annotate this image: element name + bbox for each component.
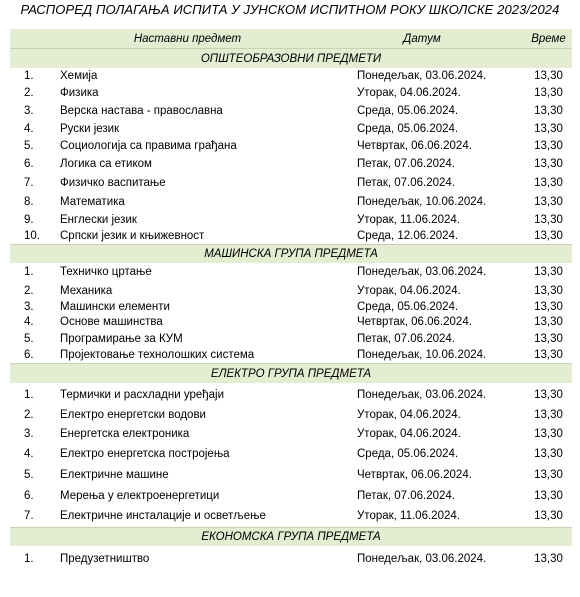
header-date: Датум bbox=[355, 29, 515, 49]
row-number: 1. bbox=[24, 70, 34, 82]
subject-name: Електричне инсталације и осветљење bbox=[60, 510, 266, 523]
exam-time: 13,30 bbox=[534, 87, 563, 99]
exam-date: Уторак, 11.06.2024. bbox=[357, 213, 460, 226]
row-number: 3. bbox=[24, 300, 34, 313]
row-number: 2. bbox=[24, 409, 34, 421]
exam-time: 13,30 bbox=[534, 348, 563, 361]
table-row bbox=[10, 331, 572, 347]
exam-time: 13,30 bbox=[534, 196, 563, 208]
exam-date: Понедељак, 03.06.2024. bbox=[357, 70, 487, 82]
table-row bbox=[10, 443, 572, 465]
exam-time: 13,30 bbox=[534, 332, 563, 345]
table-row bbox=[10, 137, 572, 154]
table-row bbox=[10, 263, 572, 282]
exam-time: 13,30 bbox=[534, 316, 563, 328]
section-title: ОПШТЕОБРАЗОВНИ ПРЕДМЕТИ bbox=[10, 49, 572, 69]
section-header-row bbox=[10, 364, 572, 384]
exam-date: Уторак, 04.06.2024. bbox=[357, 284, 461, 297]
exam-date: Петак, 07.06.2024. bbox=[357, 157, 455, 170]
row-number: 1. bbox=[24, 388, 34, 401]
subject-name: Руски језик bbox=[60, 122, 120, 135]
exam-schedule-table bbox=[10, 29, 572, 572]
row-number: 1. bbox=[24, 552, 34, 565]
table-row bbox=[10, 173, 572, 193]
table-row bbox=[10, 228, 572, 244]
row-number: 4. bbox=[24, 448, 34, 460]
section-title: МАШИНСКА ГРУПА ПРЕДМЕТА bbox=[10, 244, 572, 263]
exam-time: 13,30 bbox=[534, 427, 563, 440]
exam-time: 13,30 bbox=[534, 122, 563, 135]
table-row bbox=[10, 154, 572, 173]
header-time: Време bbox=[515, 29, 572, 49]
subject-name: Мерења у електроенергетици bbox=[60, 489, 220, 502]
subject-name: Програмирање за КУМ bbox=[60, 332, 183, 345]
table-row bbox=[10, 485, 572, 506]
subject-name: Енглески језик bbox=[60, 213, 137, 226]
subject-name: Предузетништво bbox=[60, 552, 150, 565]
section-title: ЕЛЕКТРО ГРУПА ПРЕДМЕТА bbox=[10, 364, 572, 384]
row-number: 5. bbox=[24, 139, 34, 152]
row-number: 4. bbox=[24, 122, 34, 135]
exam-time: 13,30 bbox=[534, 284, 563, 297]
table-row bbox=[10, 383, 572, 406]
subject-name: Основе машинства bbox=[60, 316, 163, 328]
row-number: 10. bbox=[24, 229, 40, 242]
exam-time: 13,30 bbox=[534, 489, 563, 502]
subject-name: Термички и расхладни уређаји bbox=[60, 388, 225, 401]
exam-date: Среда, 05.06.2024. bbox=[357, 448, 459, 460]
table-row bbox=[10, 465, 572, 485]
exam-time: 13,30 bbox=[534, 105, 563, 117]
exam-date: Среда, 05.06.2024. bbox=[357, 300, 459, 313]
table-header-row bbox=[10, 29, 572, 49]
subject-name: Математика bbox=[60, 196, 125, 208]
row-number: 5. bbox=[24, 469, 34, 481]
subject-name: Верска настава - православна bbox=[60, 105, 223, 117]
exam-time: 13,30 bbox=[534, 409, 563, 421]
row-number: 9. bbox=[24, 213, 34, 226]
exam-date: Понедељак, 10.06.2024. bbox=[357, 196, 487, 208]
row-number: 4. bbox=[24, 316, 34, 328]
table-row bbox=[10, 347, 572, 364]
row-number: 6. bbox=[24, 157, 34, 170]
subject-name: Техничко цртање bbox=[60, 266, 152, 278]
subject-name: Механика bbox=[60, 284, 113, 297]
subject-name: Физичко васпитање bbox=[60, 177, 166, 189]
subject-name: Физика bbox=[60, 87, 99, 99]
table-row bbox=[10, 120, 572, 137]
subject-name: Електричне машине bbox=[60, 469, 169, 481]
exam-time: 13,30 bbox=[534, 157, 563, 170]
exam-time: 13,30 bbox=[534, 139, 563, 152]
exam-time: 13,30 bbox=[534, 266, 563, 278]
exam-time: 13,30 bbox=[534, 510, 563, 523]
exam-time: 13,30 bbox=[534, 448, 563, 460]
table-row bbox=[10, 211, 572, 228]
subject-name: Пројектовање технолошких система bbox=[60, 348, 255, 361]
subject-name: Логика са етиком bbox=[60, 157, 152, 170]
table-row bbox=[10, 300, 572, 314]
subject-name: Хемија bbox=[60, 70, 98, 82]
table-row bbox=[10, 84, 572, 102]
table-row bbox=[10, 406, 572, 424]
exam-date: Петак, 07.06.2024. bbox=[357, 177, 455, 189]
row-number: 2. bbox=[24, 87, 34, 99]
section-title: ЕКОНОМСКА ГРУПА ПРЕДМЕТА bbox=[10, 527, 572, 546]
row-number: 2. bbox=[24, 284, 34, 297]
table-row bbox=[10, 68, 572, 84]
row-number: 7. bbox=[24, 177, 34, 189]
exam-time: 13,30 bbox=[534, 70, 563, 82]
subject-name: Социологија са правима грађана bbox=[60, 139, 237, 152]
subject-name: Електро енергетски водови bbox=[60, 409, 206, 421]
row-number: 8. bbox=[24, 196, 34, 208]
exam-date: Понедељак, 10.06.2024. bbox=[357, 348, 487, 361]
exam-date: Уторак, 04.06.2024. bbox=[357, 427, 461, 440]
exam-date: Уторак, 11.06.2024. bbox=[357, 510, 460, 523]
header-subject: Наставни предмет bbox=[60, 29, 355, 49]
exam-time: 13,30 bbox=[534, 469, 563, 481]
row-number: 1. bbox=[24, 266, 34, 278]
page-title: РАСПОРЕД ПОЛАГАЊА ИСПИТА У ЈУНСКОМ ИСПИТНОМ РОКУ ШКОЛСКЕ 2023/2024 bbox=[20, 2, 560, 17]
section-header-row bbox=[10, 49, 572, 69]
exam-time: 13,30 bbox=[534, 213, 563, 226]
exam-date: Среда, 12.06.2024. bbox=[357, 229, 459, 242]
row-number: 6. bbox=[24, 489, 34, 502]
exam-date: Четвртак, 06.06.2024. bbox=[357, 316, 472, 328]
header-num bbox=[10, 29, 60, 49]
exam-time: 13,30 bbox=[534, 177, 563, 189]
exam-date: Среда, 05.06.2024. bbox=[357, 105, 459, 117]
table-row bbox=[10, 193, 572, 211]
section-header-row bbox=[10, 527, 572, 546]
row-number: 3. bbox=[24, 427, 34, 440]
row-number: 3. bbox=[24, 105, 34, 117]
exam-date: Среда, 05.06.2024. bbox=[357, 122, 459, 135]
row-number: 6. bbox=[24, 348, 34, 361]
exam-date: Уторак, 04.06.2024. bbox=[357, 87, 461, 99]
exam-date: Петак, 07.06.2024. bbox=[357, 332, 455, 345]
table-row bbox=[10, 424, 572, 443]
exam-date: Понедељак, 03.06.2024. bbox=[357, 552, 487, 565]
exam-date: Четвртак, 06.06.2024. bbox=[357, 139, 472, 152]
exam-time: 13,30 bbox=[534, 229, 563, 242]
table-row bbox=[10, 282, 572, 300]
exam-date: Четвртак, 06.06.2024. bbox=[357, 469, 472, 481]
table-row bbox=[10, 314, 572, 331]
exam-date: Петак, 07.06.2024. bbox=[357, 489, 455, 502]
exam-date: Понедељак, 03.06.2024. bbox=[357, 266, 487, 278]
subject-name: Енергетска електроника bbox=[60, 427, 190, 440]
exam-time: 13,30 bbox=[534, 552, 563, 565]
row-number: 7. bbox=[24, 510, 34, 523]
row-number: 5. bbox=[24, 332, 34, 345]
table-row bbox=[10, 546, 572, 572]
subject-name: Машински елементи bbox=[60, 300, 170, 313]
subject-name: Електро енергетска постројења bbox=[60, 448, 230, 460]
exam-time: 13,30 bbox=[534, 388, 563, 401]
subject-name: Српски језик и књижевност bbox=[60, 229, 205, 242]
exam-date: Уторак, 04.06.2024. bbox=[357, 409, 461, 421]
exam-date: Понедељак, 03.06.2024. bbox=[357, 388, 487, 401]
table-row bbox=[10, 102, 572, 120]
table-row bbox=[10, 506, 572, 527]
exam-time: 13,30 bbox=[534, 300, 563, 313]
section-header-row bbox=[10, 244, 572, 263]
